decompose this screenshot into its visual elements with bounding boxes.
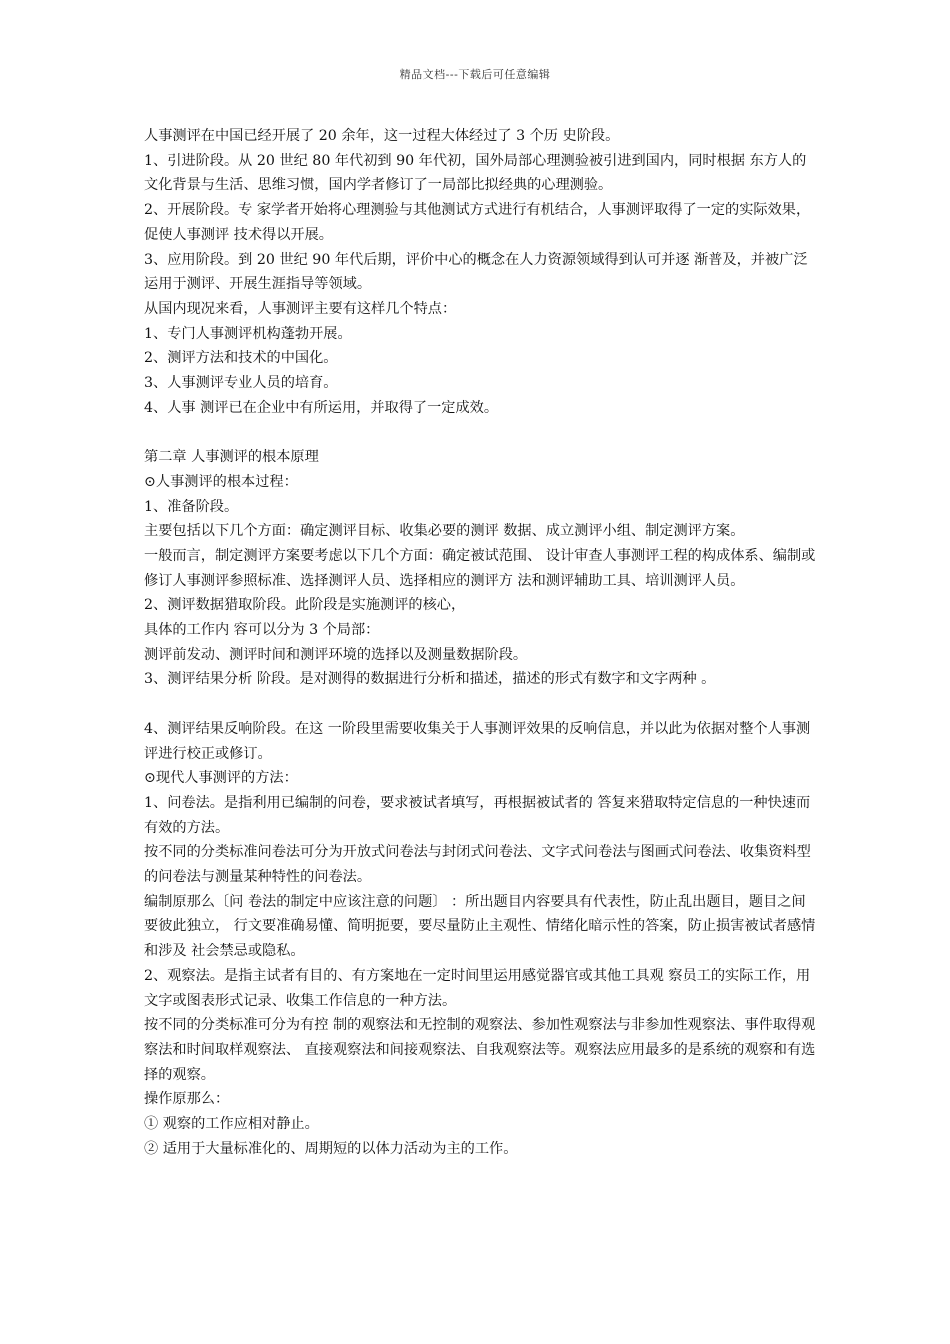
paragraph: 按不同的分类标准可分为有控 制的观察法和无控制的观察法、参加性观察法与非参加性观察法、事件取得观察法和时间取样观察法、 直接观察法和间接观察法、自我观察法等。观察法应用最多的是系统的观察和有选择的观察。 <box>144 1017 816 1083</box>
paragraph: 测评前发动、测评时间和测评环境的选择以及测量数据阶段。 <box>144 646 528 663</box>
list-item: 2、测评数据猎取阶段。此阶段是实施测评的核心， <box>144 597 466 614</box>
list-item: 3、人事测评专业人员的培育。 <box>144 375 338 392</box>
blank-line <box>144 692 816 717</box>
blank-line <box>144 420 816 445</box>
list-item: ① 观察的工作应相对静止。 <box>144 1116 319 1133</box>
list-item: 1、专门人事测评机构蓬勃开展。 <box>144 325 352 342</box>
section-heading: ⊙现代人事测评的方法： <box>144 770 298 787</box>
list-item: 2、测评方法和技术的中国化。 <box>144 350 338 367</box>
paragraph: 从国内现况来看，人事测评主要有这样几个特点： <box>144 300 457 317</box>
paragraph: 操作原那么： <box>144 1091 230 1108</box>
paragraph: 具体的工作内 容可以分为 3 个局部： <box>144 622 380 639</box>
list-item: 4、人事 测评已在企业中有所运用，并取得了一定成效。 <box>144 399 499 416</box>
paragraph: 1、引进阶段。从 20 世纪 80 年代初到 90 年代初，国外局部心理测验被引进到国内，同时根据 东方人的文化背景与生活、思维习惯，国内学者修订了一局部比拟经典的心理测验。 <box>144 152 807 194</box>
paragraph: 3、应用阶段。到 20 世纪 90 年代后期，评价中心的概念在人力资源领域得到认可并逐 渐普及，并被广泛运用于测评、开展生涯指导等领域。 <box>144 251 808 293</box>
paragraph: 人事测评在中国已经开展了 20 余年，这一过程大体经过了 3 个历 史阶段。 <box>144 128 620 144</box>
list-item: 1、问卷法。是指利用已编制的问卷，要求被试者填写，再根据被试者的 答复来猎取特定信息的一种快速而有效的方法。 <box>144 794 811 836</box>
page-header: 精品文档---下载后可任意编辑 <box>399 68 551 81</box>
paragraph: 主要包括以下几个方面：确定测评目标、收集必要的测评 数据、成立测评小组、制定测评方案。 <box>144 523 745 540</box>
list-item: 3、测评结果分析 阶段。是对测得的数据进行分析和描述，描述的形式有数字和文字两种 。 <box>144 671 716 688</box>
list-item: 4、测评结果反响阶段。在这 一阶段里需要收集关于人事测评效果的反响信息，并以此为依据对整个人事测评进行校正或修订。 <box>144 720 811 762</box>
section-heading: ⊙人事测评的根本过程： <box>144 473 298 490</box>
document-body <box>144 124 816 1162</box>
list-item: 2、观察法。是指主试者有目的、有方案地在一定时间里运用感觉器官或其他工具观 察员工的实际工作，用文字或图表形式记录、收集工作信息的一种方法。 <box>144 967 811 1009</box>
list-item: 1、准备阶段。 <box>144 498 239 515</box>
list-item: ② 适用于大量标准化的、周期短的以体力活动为主的工作。 <box>144 1140 518 1157</box>
chapter-title: 第二章 人事测评的根本原理 <box>144 449 319 466</box>
paragraph: 一般而言，制定测评方案要考虑以下几个方面：确定被试范围、 设计审查人事测评工程的构成体系、编制或修订人事测评参照标准、选择测评人员、选择相应的测评方 法和测评辅助工具、培训测评人员。 <box>144 547 816 589</box>
paragraph: 按不同的分类标准问卷法可分为开放式问卷法与封闭式问卷法、文字式问卷法与图画式问卷法、收集资料型的问卷法与测量某种特性的问卷法。 <box>144 844 811 886</box>
paragraph: 编制原那么〔问 卷法的制定中应该注意的问题〕 ：所出题目内容要具有代表性，防止乱出题目，题目之间要彼此独立， 行文要准确易懂、简明扼要，要尽量防止主观性、情绪化暗示性的答案，防止损害被试者感情和涉及 社会禁忌或隐私。 <box>144 893 816 960</box>
paragraph: 2、开展阶段。专 家学者开始将心理测验与其他测试方式进行有机结合，人事测评取得了一定的实际效果，促使人事测评 技术得以开展。 <box>144 202 811 243</box>
